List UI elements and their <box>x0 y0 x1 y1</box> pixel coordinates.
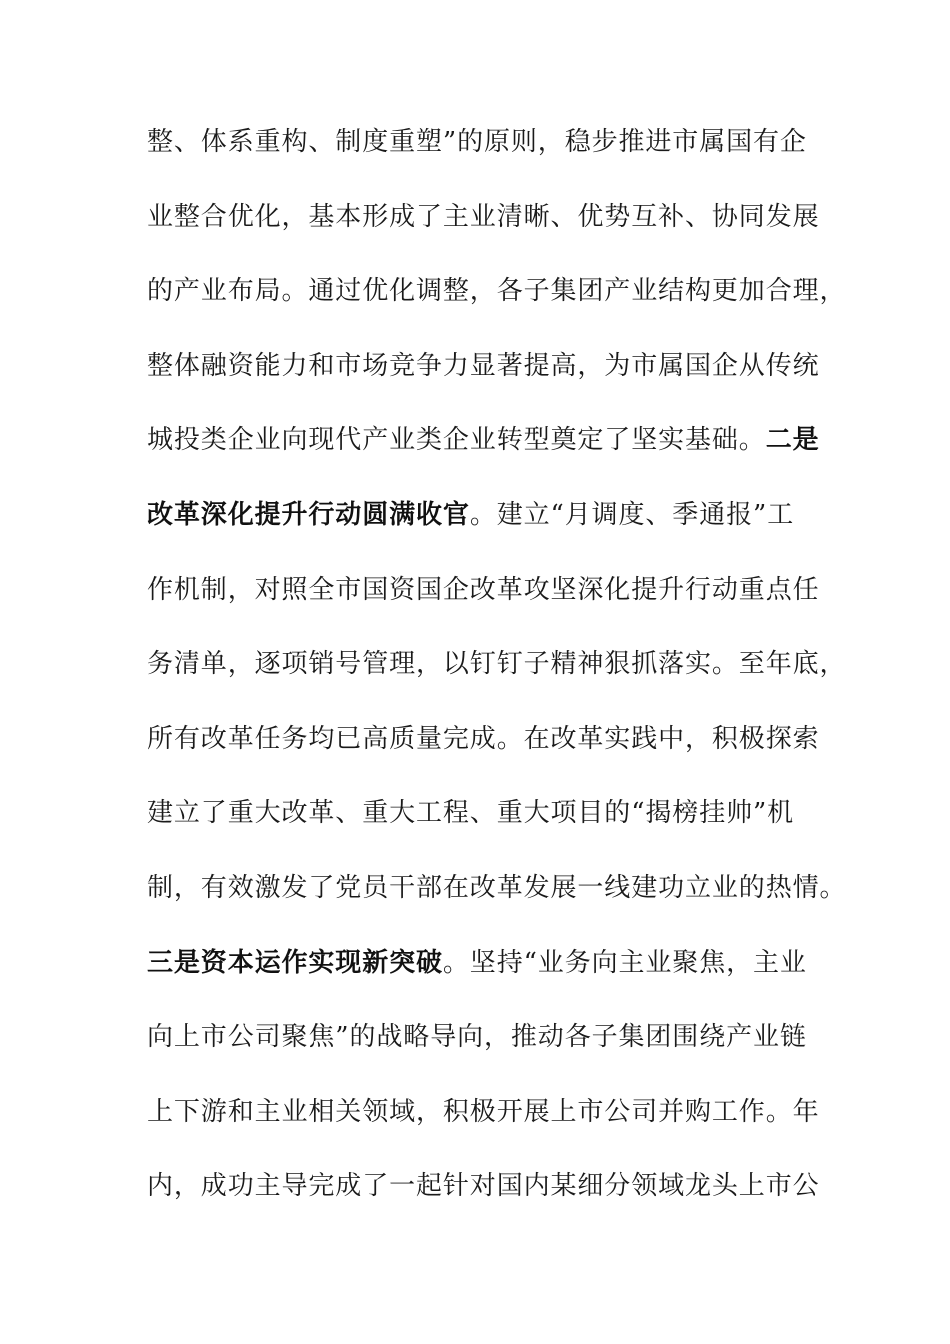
text-line <box>147 1166 820 1206</box>
text-line <box>147 943 817 983</box>
body-text: 。坚持“业务向主业聚焦，主业 <box>442 948 807 978</box>
body-text: 所有改革任务均已高质量完成。在改革实践中，积极探索 <box>147 724 820 754</box>
text-line <box>147 1017 817 1057</box>
body-text: 作机制，对照全市国资国企改革攻坚深化提升行动重点任 <box>147 575 820 605</box>
text-line <box>147 122 817 162</box>
text-line <box>147 271 847 311</box>
text-line <box>147 570 820 610</box>
body-text: 上下游和主业相关领域，积极开展上市公司并购工作。年 <box>147 1097 820 1127</box>
bold-heading-text: 二是 <box>765 425 820 455</box>
body-text: 向上市公司聚焦”的战略导向，推动各子集团围绕产业链 <box>147 1022 807 1052</box>
body-text: 。建立“月调度、季通报”工 <box>469 500 795 530</box>
text-line <box>147 868 847 908</box>
body-text: 整体融资能力和市场竞争力显著提高，为市属国企从传统 <box>147 351 820 381</box>
body-text: 内，成功主导完成了一起针对国内某细分领域龙头上市公 <box>147 1171 820 1201</box>
bold-heading-text: 三是资本运作实现新突破 <box>147 948 443 978</box>
text-line <box>147 420 820 460</box>
body-text: 城投类企业向现代产业类企业转型奠定了坚实基础。 <box>147 425 766 455</box>
text-line <box>147 719 820 759</box>
body-text: 的产业布局。通过优化调整，各子集团产业结构更加合理， <box>147 276 847 306</box>
body-text: 整、体系重构、制度重塑”的原则，稳步推进市属国有企 <box>147 127 807 157</box>
body-text: 务清单，逐项销号管理，以钉钉子精神狠抓落实。至年底， <box>147 649 847 679</box>
text-line <box>147 197 820 237</box>
body-text: 建立了重大改革、重大工程、重大项目的“揭榜挂帅”机 <box>147 798 795 828</box>
body-text: 制，有效激发了党员干部在改革发展一线建功立业的热情。 <box>147 873 847 903</box>
text-line <box>147 495 817 535</box>
body-text: 业整合优化，基本形成了主业清晰、优势互补、协同发展 <box>147 202 820 232</box>
text-line <box>147 1092 820 1132</box>
text-line <box>147 644 847 684</box>
text-line <box>147 793 817 833</box>
bold-heading-text: 改革深化提升行动圆满收官 <box>147 500 470 530</box>
text-line <box>147 346 820 386</box>
